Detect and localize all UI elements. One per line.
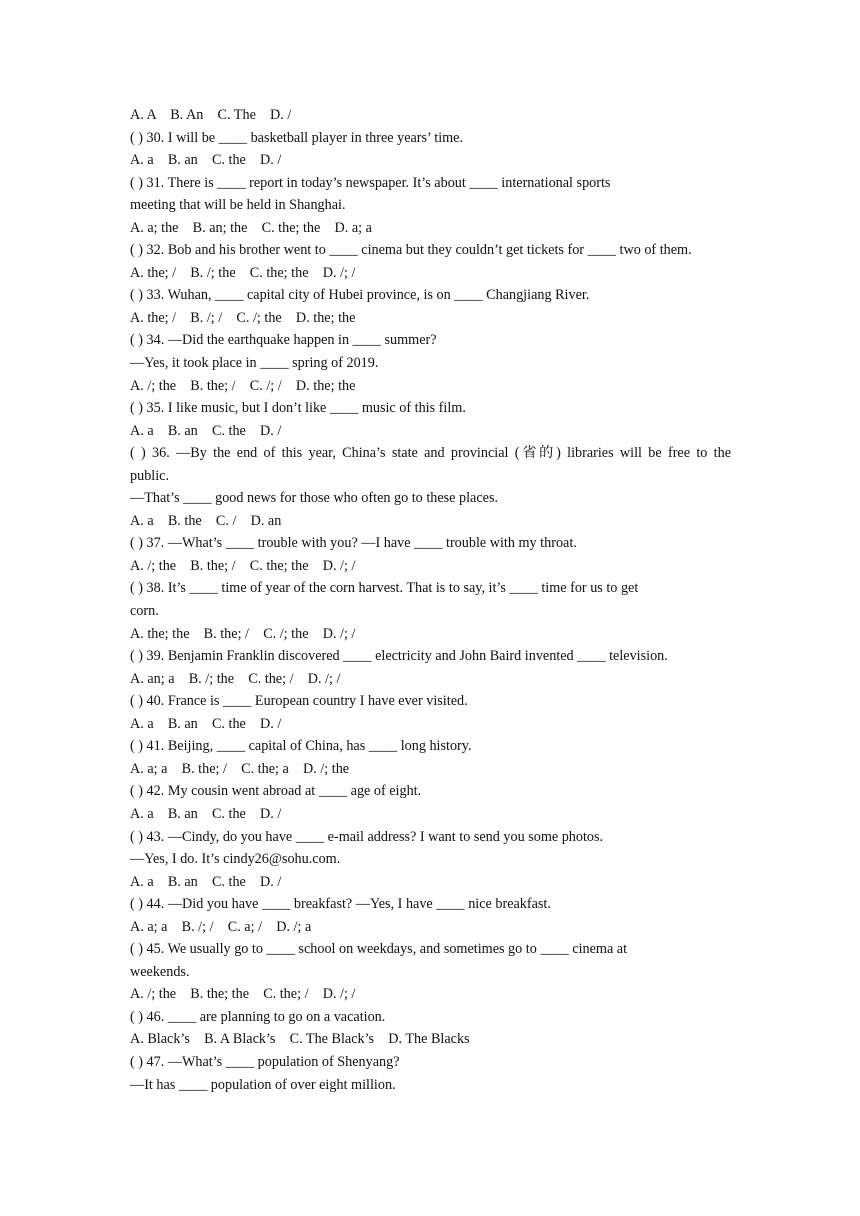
question-32: ( ) 32. Bob and his brother went to ____ cinema but they couldn’t get tickets for ____ two of them. xyxy=(130,242,692,259)
question-43: ( ) 43. —Cindy, do you have ____ e-mail address? I want to send you some photos. xyxy=(130,828,604,845)
answer-options-46: A. Black’s B. A Black’s C. The Black’s D. The Blacks xyxy=(130,1031,470,1048)
question-35: ( ) 35. I like music, but I don’t like ____ music of this film. xyxy=(130,400,466,417)
question-36-continued: public. xyxy=(130,467,170,484)
answer-options-44: A. a; a B. /; / C. a; / D. /; a xyxy=(130,918,312,935)
answer-options-35: A. a B. an C. the D. / xyxy=(130,422,282,439)
answer-options-29: A. A B. An C. The D. / xyxy=(130,107,292,123)
question-34: ( ) 34. —Did the earthquake happen in ____ summer? xyxy=(130,332,437,349)
answer-options-31: A. a; the B. an; the C. the; the D. a; a xyxy=(130,219,372,236)
answer-options-36: A. a B. the C. / D. an xyxy=(130,512,282,529)
question-31-continued: meeting that will be held in Shanghai. xyxy=(130,197,346,214)
answer-options-43: A. a B. an C. the D. / xyxy=(130,873,282,890)
answer-options-32: A. the; / B. /; the C. the; the D. /; / xyxy=(130,264,356,281)
question-46: ( ) 46. ____ are planning to go on a vacation. xyxy=(130,1008,386,1025)
question-39: ( ) 39. Benjamin Franklin discovered ____ electricity and John Baird invented ____ television. xyxy=(130,648,668,665)
question-40: ( ) 40. France is ____ European country I have ever visited. xyxy=(130,693,468,710)
question-37: ( ) 37. —What’s ____ trouble with you? —I have ____ trouble with my throat. xyxy=(130,535,577,552)
answer-options-38: A. the; the B. the; / C. /; the D. /; / xyxy=(130,625,356,642)
question-41: ( ) 41. Beijing, ____ capital of China, has ____ long history. xyxy=(130,738,472,755)
question-43-reply: —Yes, I do. It’s cindy26@sohu.com. xyxy=(130,851,341,868)
answer-options-41: A. a; a B. the; / C. the; a D. /; the xyxy=(130,760,350,777)
document-page xyxy=(130,104,731,1096)
question-45: ( ) 45. We usually go to ____ school on weekdays, and sometimes go to ____ cinema at xyxy=(130,941,628,958)
answer-options-37: A. /; the B. the; / C. the; the D. /; / xyxy=(130,557,356,574)
answer-options-33: A. the; / B. /; / C. /; the D. the; the xyxy=(130,309,356,326)
answer-options-30: A. a B. an C. the D. / xyxy=(130,152,282,169)
question-34-reply: —Yes, it took place in ____ spring of 2019. xyxy=(130,355,379,372)
answer-options-40: A. a B. an C. the D. / xyxy=(130,715,282,732)
question-33: ( ) 33. Wuhan, ____ capital city of Hubei province, is on ____ Changjiang River. xyxy=(130,287,590,304)
question-30: ( ) 30. I will be ____ basketball player in three years’ time. xyxy=(130,129,464,146)
answer-options-39: A. an; a B. /; the C. the; / D. /; / xyxy=(130,670,341,687)
question-38-continued: corn. xyxy=(130,603,159,620)
question-36-reply: —That’s ____ good news for those who often go to these places. xyxy=(130,490,499,507)
question-47: ( ) 47. —What’s ____ population of Shenyang? xyxy=(130,1053,400,1070)
answer-options-34: A. /; the B. the; / C. /; / D. the; the xyxy=(130,377,356,394)
question-47-reply: —It has ____ population of over eight million. xyxy=(130,1076,396,1093)
question-31: ( ) 31. There is ____ report in today’s newspaper. It’s about ____ international sports xyxy=(130,174,611,191)
question-42: ( ) 42. My cousin went abroad at ____ age of eight. xyxy=(130,783,422,800)
question-45-continued: weekends. xyxy=(130,963,190,980)
question-38: ( ) 38. It’s ____ time of year of the corn harvest. That is to say, it’s ____ time for us to get xyxy=(130,580,639,597)
answer-options-45: A. /; the B. the; the C. the; / D. /; / xyxy=(130,986,356,1003)
question-36: ( ) 36. —By the end of this year, China’s state and provincial (省的) libraries will be free to the xyxy=(130,445,731,462)
answer-options-42: A. a B. an C. the D. / xyxy=(130,805,282,822)
question-44: ( ) 44. —Did you have ____ breakfast? —Yes, I have ____ nice breakfast. xyxy=(130,896,551,913)
